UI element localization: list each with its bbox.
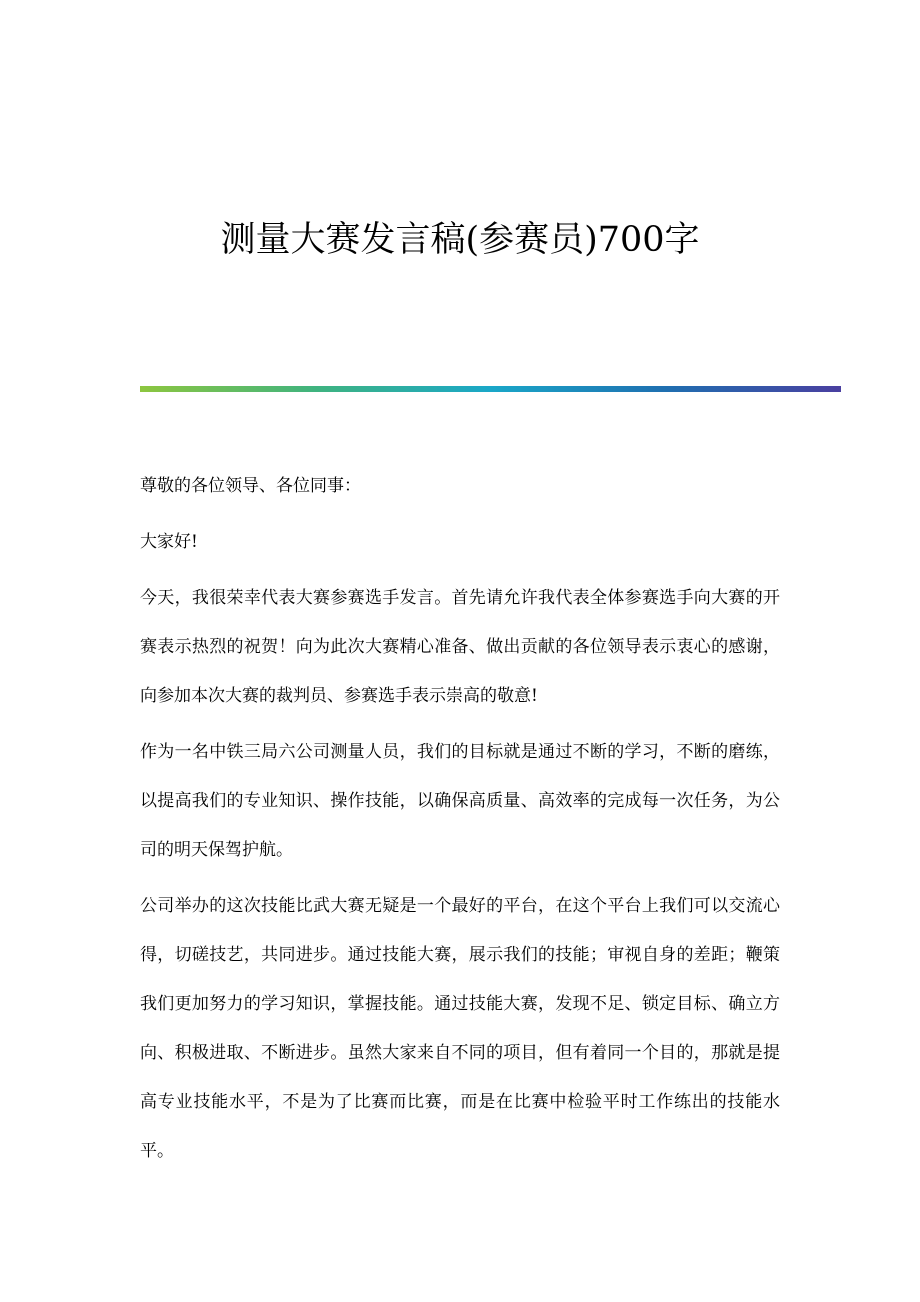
document-body [140, 462, 780, 1176]
document-title: 测量大赛发言稿(参赛员)700字 [220, 220, 700, 260]
title-divider [140, 386, 841, 392]
paragraph: 公司举办的这次技能比武大赛无疑是一个最好的平台，在这个平台上我们可以交流心得，切磋技艺，共同进步。通过技能大赛，展示我们的技能；审视自身的差距；鞭策我们更加努力的学习知识，掌握技能。通过技能大赛，发现不足、锁定目标、确立方向、积极进取、不断进步。虽然大家来自不同的项目，但有着同一个目的，那就是提高专业技能水平，不是为了比赛而比赛，而是在比赛中检验平时工作练出的技能水平。 [140, 896, 780, 1161]
paragraph: 今天，我很荣幸代表大赛参赛选手发言。首先请允许我代表全体参赛选手向大赛的开赛表示热烈的祝贺！向为此次大赛精心准备、做出贡献的各位领导表示衷心的感谢，向参加本次大赛的裁判员、参赛选手表示崇高的敬意! [140, 588, 780, 706]
salutation: 尊敬的各位领导、各位同事： [140, 476, 361, 496]
greeting: 大家好! [140, 532, 198, 552]
paragraph: 作为一名中铁三局六公司测量人员，我们的目标就是通过不断的学习，不断的磨练，以提高我们的专业知识、操作技能，以确保高质量、高效率的完成每一次任务，为公司的明天保驾护航。 [140, 742, 780, 860]
